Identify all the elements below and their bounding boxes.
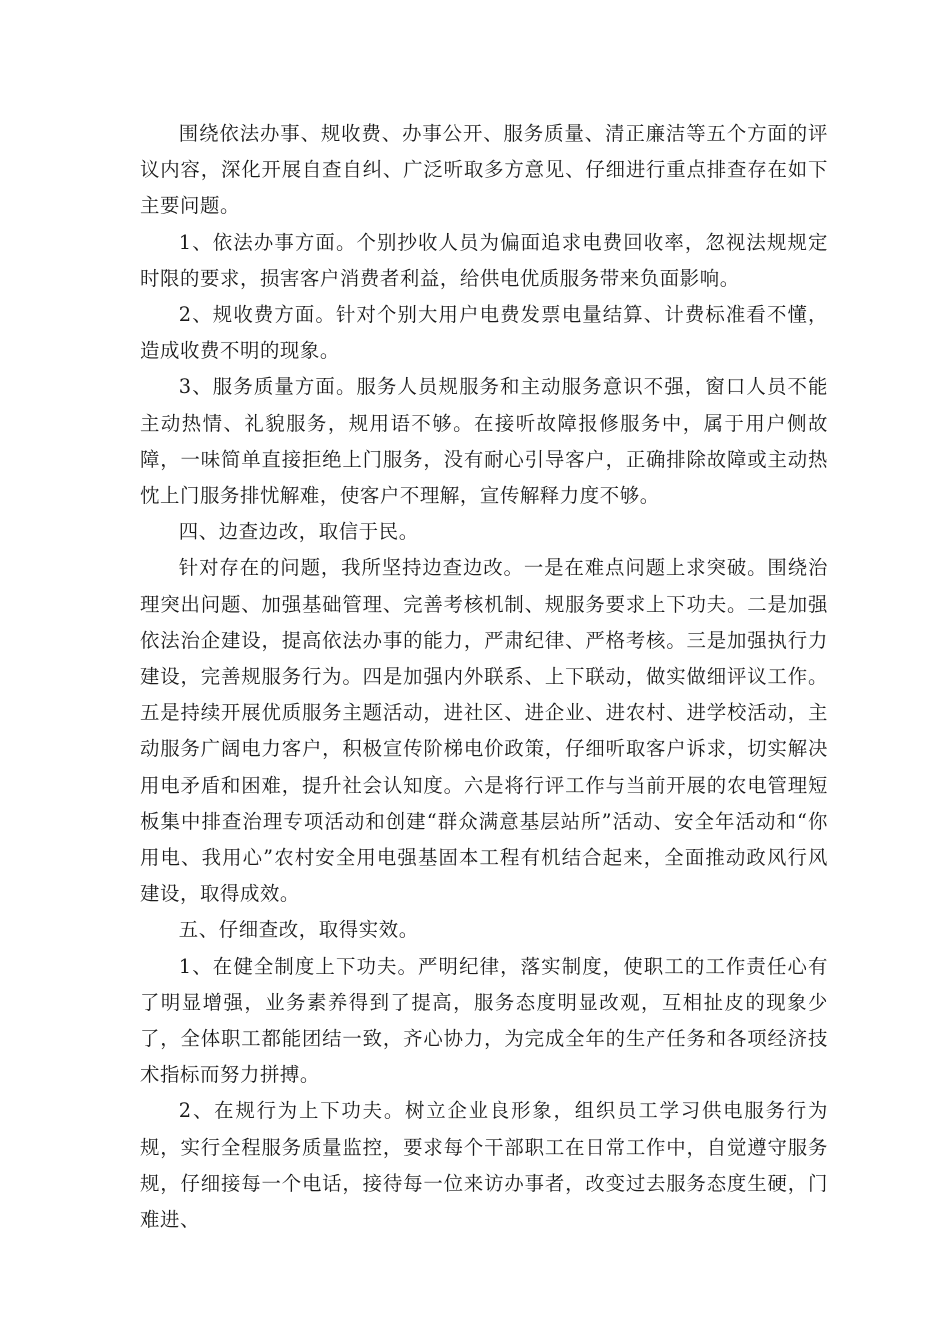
- section-heading-five: 五、仔细查改，取得实效。: [178, 918, 419, 942]
- paragraph-rectification: 针对存在的问题，我所坚持边查边改。一是在难点问题上求突破。围绕治理突出问题、加强基础管理、完善考核机制、规服务要求上下功夫。二是加强依法治企建设，提高依法办事的能力，严肃纪律、严格考核。三是加强执行力建设，完善规服务行为。四是加强内外联系、上下联动，做实做细评议工作。五是持续开展优质服务主题活动，进社区、进企业、进农村、进学校活动，主动服务广阔电力客户，积极宣传阶梯电价政策，仔细听取客户诉求，切实解决用电矛盾和困难，提升社会认知度。六是将行评工作与当前开展的农电管理短板集中排查治理专项活动和创建“群众满意基层站所”活动、安全年活动和“你用电、我用心”农村安全用电强基固本工程有机结合起来，全面推动政风行风建设，取得成效。: [140, 556, 828, 906]
- section-heading-four: 四、边查边改，取信于民。: [178, 520, 419, 544]
- paragraph-system-building: 1、在健全制度上下功夫。严明纪律，落实制度，使职工的工作责任心有了明显增强，业务素养得到了提高，服务态度明显改观，互相扯皮的现象少了，全体职工都能团结一致，齐心协力，为完成全年的生产任务和各项经济技术指标而努力拼搏。: [140, 954, 828, 1087]
- paragraph-law-compliance: 1、依法办事方面。个别抄收人员为偏面追求电费回收率，忽视法规规定时限的要求，损害客户消费者利益，给供电优质服务带来负面影响。: [140, 230, 828, 290]
- paragraph-intro: 围绕依法办事、规收费、办事公开、服务质量、清正廉洁等五个方面的评议内容，深化开展自查自纠、广泛听取多方意见、仔细进行重点排查存在如下主要问题。: [140, 122, 828, 218]
- paragraph-service-quality: 3、服务质量方面。服务人员规服务和主动服务意识不强，窗口人员不能主动热情、礼貌服务，规用语不够。在接听故障报修服务中，属于用户侧故障，一味简单直接拒绝上门服务，没有耐心引导客户，正确排除故障或主动热忱上门服务排忧解难，使客户不理解，宣传解释力度不够。: [140, 375, 828, 508]
- paragraph-fee-collection: 2、规收费方面。针对个别大用户电费发票电量结算、计费标准看不懂，造成收费不明的现象。: [140, 303, 828, 363]
- paragraph-behavior-norms: 2、在规行为上下功夫。树立企业良形象，组织员工学习供电服务行为规，实行全程服务质量监控，要求每个干部职工在日常工作中，自觉遵守服务规，仔细接每一个电话，接待每一位来访办事者，改变过去服务态度生硬，门难进、: [140, 1099, 828, 1232]
- document-body: [140, 116, 828, 1238]
